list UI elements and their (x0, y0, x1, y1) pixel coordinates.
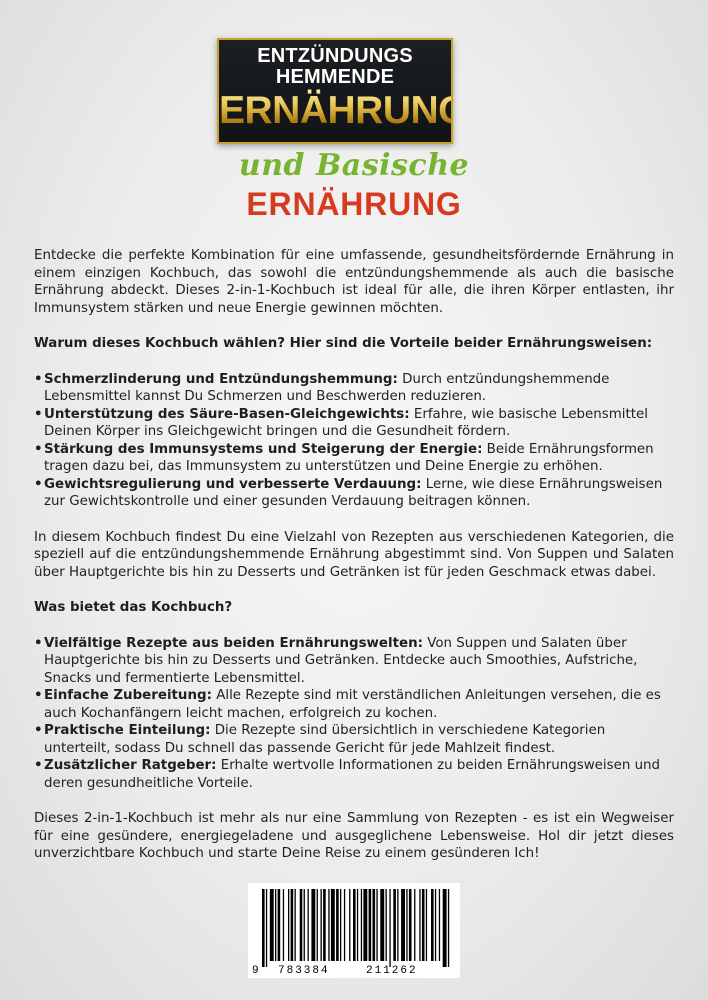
list-item (34, 406, 674, 441)
barcode-bar (369, 889, 372, 961)
barcode-bar (295, 889, 296, 961)
section1-heading: Warum dieses Kochbuch wählen? Hier sind die Vorteile beider Ernährungsweisen: (34, 336, 653, 351)
list-item (34, 687, 674, 722)
barcode-bar (321, 889, 322, 961)
barcode-bar (426, 889, 427, 961)
barcode-bar (443, 889, 447, 967)
barcode-bar (300, 889, 303, 961)
barcode-bar (422, 889, 425, 961)
barcode-bar (373, 889, 376, 961)
barcode-bar (331, 889, 335, 961)
barcode-bar (389, 889, 390, 967)
barcode-bar (393, 889, 396, 961)
barcode-bar (270, 889, 274, 961)
list-item (34, 757, 674, 792)
barcode-bar (283, 889, 284, 961)
barcode-bar (311, 889, 315, 961)
barcode-bar (344, 889, 345, 961)
bullet-title: Unterstützung des Säure-Basen-Gleichgewichts: (44, 406, 410, 422)
barcode-bar (288, 889, 289, 961)
description-body (34, 247, 674, 863)
barcode-bar (278, 889, 281, 961)
bullet-text: Von Suppen und Salaten über Hauptgerichte bis hin zu Desserts und Getränken. Entdecke auch Smoothies, Aufstriche, Snacks und fermentierte Lebensmittel. (44, 635, 638, 686)
barcode-bar (349, 889, 350, 961)
barcode-bar (275, 889, 276, 961)
bullet-title: Schmerzlinderung und Entzündungshemmung: (44, 371, 398, 387)
title-line-3: ERNÄHRUNG (219, 89, 468, 132)
barcode-bar (386, 889, 387, 961)
barcode-graphic (248, 883, 460, 978)
barcode-bar (401, 889, 405, 961)
title-banner (217, 38, 468, 144)
bullet-title: Stärkung des Immunsystems und Steigerung der Energie: (44, 441, 483, 457)
list-item (34, 371, 674, 406)
bullet-text: Alle Rezepte sind mit verständlichen Anleitungen versehen, die es auch Kochanfängern leicht machen, erfolgreich zu kochen. (44, 688, 661, 721)
bullet-title: Zusätzlicher Ratgeber: (44, 758, 217, 773)
list-item (34, 722, 674, 757)
barcode-bar (266, 889, 267, 967)
bullet-title: Einfache Zubereitung: (44, 688, 212, 703)
bullet-text: Beide Ernährungsformen tragen dazu bei, das Immunsystem zu unterstützen und Deine Energie zu erhöhen. (44, 441, 654, 474)
list-item (34, 476, 674, 511)
barcode-bar (336, 889, 339, 961)
isbn-barcode (248, 883, 460, 978)
barcode-bar (323, 889, 326, 961)
barcode-bar (340, 889, 341, 961)
barcode-bar (431, 889, 434, 961)
title-line-2: HEMMENDE (275, 66, 395, 88)
barcode-bar (380, 889, 384, 961)
paragraph-2: In diesem Kochbuch findest Du eine Vielzahl von Rezepten aus verschiedenen Kategorien, die speziell auf die entzündungshemmende Ernährung abgestimmt sind. Von Suppen und Salaten über Hauptgerichte bis hin zu Desserts und Getränken ist für jeden Geschmack etwas dabei. (34, 529, 674, 580)
list-item (34, 635, 674, 688)
barcode-bar (262, 889, 265, 967)
section2-list (34, 635, 674, 793)
barcode-bar (363, 889, 367, 961)
bullet-title: Praktische Einteilung: (44, 723, 211, 738)
list-item (34, 441, 674, 476)
bullet-text: Durch entzündungshemmende Lebensmittel kannst Du Schmerzen und Beschwerden reduzieren. (44, 371, 610, 404)
barcode-bar (357, 889, 358, 961)
barcode-bar (328, 889, 329, 961)
bullet-title: Vielfältige Rezepte aus beiden Ernährungswelten: (44, 635, 423, 651)
subtitle-big: ERNÄHRUNG (246, 186, 462, 222)
barcode-bar (397, 889, 398, 961)
barcode-bar (291, 889, 294, 961)
barcode-bar (448, 889, 449, 967)
section1-list (34, 371, 674, 511)
bullet-text: Die Rezepte sind übersichtlich in verschiedene Kategorien unterteilt, sodass Du schnell das passende Gericht für jede Mahlzeit findest. (44, 723, 606, 756)
barcode-bar (304, 889, 305, 961)
barcode-bar (361, 889, 362, 961)
bullet-text: Erhalte wertvolle Informationen zu beiden Ernährungsweisen und deren gesundheitliche Vorteile. (44, 758, 661, 791)
barcode-bar (376, 889, 377, 961)
barcode-bar (419, 889, 420, 961)
barcode-group-2: 211262 (366, 965, 418, 977)
bullet-text: Lerne, wie diese Ernährungsweisen zur Gewichtskontrolle und einer gesunden Verdauung beitragen können. (44, 476, 663, 509)
barcode-bar (406, 889, 407, 961)
barcode-group-1: 783384 (278, 965, 330, 977)
barcode-bar (414, 889, 415, 961)
barcode-bar (317, 889, 318, 961)
title-line-1: ENTZÜNDUNGS (257, 45, 413, 67)
barcode-bar (435, 889, 436, 961)
barcode-bar (308, 889, 309, 961)
bullet-text: Erfahre, wie basische Lebensmittel Deinen Körper ins Gleichgewicht bringen und die Gesundheit fördern. (44, 406, 648, 439)
barcode-bar (353, 889, 356, 961)
bullet-title: Gewichtsregulierung und verbesserte Verdauung: (44, 476, 422, 492)
intro-paragraph: Entdecke die perfekte Kombination für eine umfassende, gesundheitsfördernde Ernährung in einem einzigen Kochbuch, das sowohl die entzündungshemmende als auch die basische Ernährung abdeckt. Dieses 2-in-1-Kochbuch ist ideal für alle, die ihren Körper entlasten, ihr Immunsystem stärken und neue Energie gewinnen möchten. (34, 248, 674, 316)
section2-heading: Was bietet das Kochbuch? (34, 600, 233, 615)
barcode-bar (409, 889, 412, 961)
closing-paragraph: Dieses 2-in-1-Kochbuch ist mehr als nur eine Sammlung von Rezepten - es ist ein Wegweiser für eine gesündere, energiegeladene und ausgeglichene Lebensweise. Hol dir jetzt dieses unverzichtbare Kochbuch und starte Deine Reise zu einem gesünderen Ich! (34, 811, 674, 861)
subtitle-script: und Basische (238, 148, 470, 183)
barcode-digit-first: 9 (252, 965, 259, 977)
barcode-bar (439, 889, 440, 961)
